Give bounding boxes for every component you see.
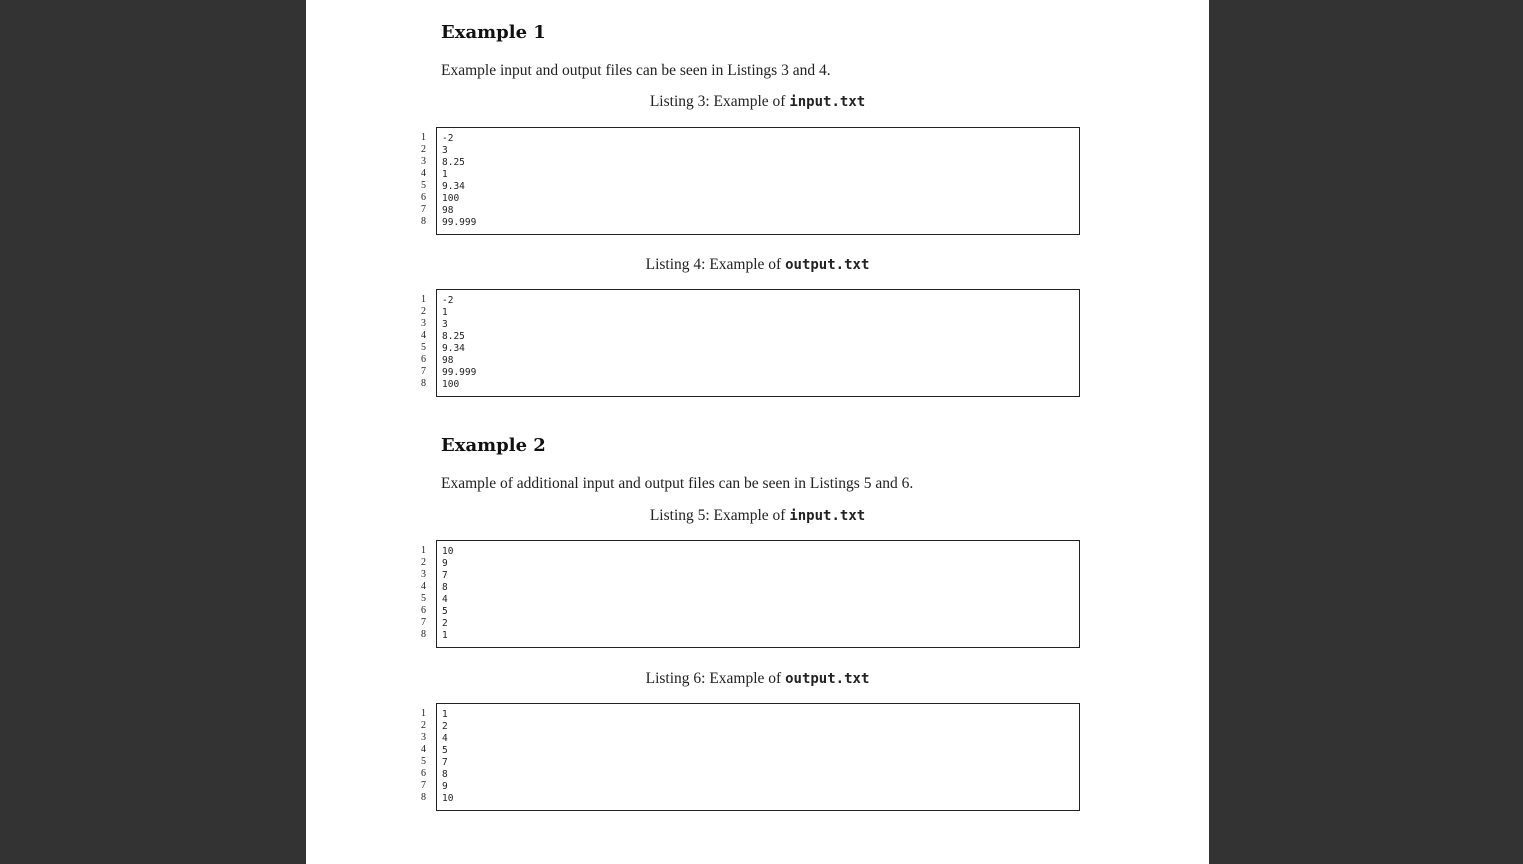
line-number-gutter [412, 294, 434, 390]
code-line: 99.999 [442, 217, 477, 228]
line-number: 3 [421, 569, 426, 580]
code-line: 9.34 [442, 181, 465, 192]
caption-filename: input.txt [789, 94, 866, 110]
line-number: 6 [421, 192, 426, 203]
caption-filename: output.txt [785, 671, 870, 687]
code-box [436, 127, 1080, 235]
line-number: 2 [421, 306, 426, 317]
line-number: 5 [421, 180, 426, 191]
line-number: 6 [421, 354, 426, 365]
line-number: 1 [421, 708, 426, 719]
code-line: 1 [442, 169, 448, 180]
listing-4-caption [306, 255, 1209, 275]
line-number: 4 [421, 744, 426, 755]
caption-text: Listing 3: Example of [649, 93, 790, 110]
line-number: 5 [421, 593, 426, 604]
line-number: 7 [421, 366, 426, 377]
example-2-heading: Example 2 [441, 435, 546, 456]
code-line: 3 [442, 145, 448, 156]
line-number: 8 [421, 216, 426, 227]
code-line: 2 [442, 618, 448, 629]
code-line: 100 [442, 193, 460, 204]
code-line: 9.34 [442, 343, 465, 354]
line-number: 8 [421, 792, 426, 803]
code-line: 100 [442, 379, 460, 390]
line-number-gutter [412, 545, 434, 641]
line-number: 5 [421, 342, 426, 353]
line-number: 4 [421, 330, 426, 341]
code-line: 99.999 [442, 367, 477, 378]
line-number: 6 [421, 605, 426, 616]
code-line: 98 [442, 205, 454, 216]
code-line: 5 [442, 745, 448, 756]
code-line: 10 [442, 546, 454, 557]
code-line: 1 [442, 630, 448, 641]
code-line: 8.25 [442, 157, 465, 168]
listing-3 [412, 127, 1082, 235]
code-line: 1 [442, 307, 448, 318]
listing-6 [412, 703, 1082, 811]
code-line: 9 [442, 781, 448, 792]
code-line: 9 [442, 558, 448, 569]
listing-6-caption [306, 669, 1209, 689]
line-number: 4 [421, 168, 426, 179]
example-2-paragraph: Example of additional input and output files can be seen in Listings 5 and 6. [441, 475, 914, 492]
code-line: 3 [442, 319, 448, 330]
caption-filename: output.txt [785, 257, 870, 273]
example-1-paragraph: Example input and output files can be seen in Listings 3 and 4. [441, 62, 831, 79]
line-number: 1 [421, 545, 426, 556]
code-line: 98 [442, 355, 454, 366]
line-number: 3 [421, 732, 426, 743]
code-line: 7 [442, 757, 448, 768]
caption-text: Listing 5: Example of [649, 507, 790, 524]
line-number: 8 [421, 629, 426, 640]
code-box [436, 289, 1080, 397]
line-number: 6 [421, 768, 426, 779]
line-number: 3 [421, 156, 426, 167]
line-number: 5 [421, 756, 426, 767]
listing-5 [412, 540, 1082, 648]
code-line: 8.25 [442, 331, 465, 342]
line-number: 7 [421, 204, 426, 215]
code-line: 7 [442, 570, 448, 581]
listing-3-caption [306, 92, 1209, 112]
code-line: -2 [442, 295, 454, 306]
code-line: 4 [442, 733, 448, 744]
caption-filename: input.txt [789, 508, 866, 524]
example-1-heading: Example 1 [441, 22, 546, 43]
code-line: 1 [442, 709, 448, 720]
code-box [436, 540, 1080, 648]
line-number: 2 [421, 557, 426, 568]
caption-text: Listing 6: Example of [645, 670, 786, 687]
line-number: 8 [421, 378, 426, 389]
listing-4 [412, 289, 1082, 397]
line-number: 1 [421, 294, 426, 305]
code-line: 2 [442, 721, 448, 732]
line-number: 2 [421, 720, 426, 731]
line-number: 7 [421, 780, 426, 791]
code-line: 8 [442, 769, 448, 780]
document-page [306, 0, 1209, 864]
line-number: 3 [421, 318, 426, 329]
code-line: -2 [442, 133, 454, 144]
line-number: 7 [421, 617, 426, 628]
listing-5-caption [306, 506, 1209, 526]
line-number: 4 [421, 581, 426, 592]
code-line: 5 [442, 606, 448, 617]
line-number-gutter [412, 132, 434, 228]
line-number: 1 [421, 132, 426, 143]
line-number-gutter [412, 708, 434, 804]
line-number: 2 [421, 144, 426, 155]
code-line: 8 [442, 582, 448, 593]
code-line: 10 [442, 793, 454, 804]
caption-text: Listing 4: Example of [645, 256, 786, 273]
code-line: 4 [442, 594, 448, 605]
code-box [436, 703, 1080, 811]
